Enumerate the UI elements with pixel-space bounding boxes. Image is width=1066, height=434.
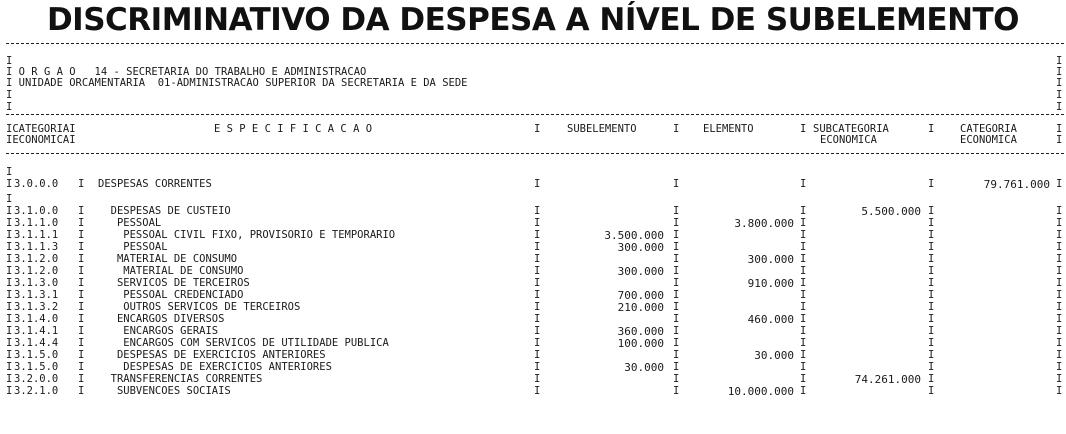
row-sep: I xyxy=(534,313,541,325)
row-code: 3.1.2.0 xyxy=(14,253,59,265)
row-marker: I xyxy=(6,193,13,205)
row-description: DESPESAS CORRENTES xyxy=(98,178,212,190)
row-description: OUTROS SERVICOS DE TERCEIROS xyxy=(98,301,301,313)
row-marker: I xyxy=(6,166,13,178)
row-sep: I xyxy=(534,265,541,277)
row-marker: I xyxy=(6,265,13,277)
row-marker: I xyxy=(6,385,13,397)
header-sep: I xyxy=(534,123,541,135)
row-sep: I xyxy=(78,289,85,301)
row-description: SERVICOS DE TERCEIROS xyxy=(98,277,250,289)
row-subelemento: 100.000 xyxy=(617,337,664,350)
row-sep: I xyxy=(928,178,935,190)
edge-marker: I xyxy=(1056,89,1063,101)
orgao-line: I O R G A O 14 - SECRETARIA DO TRABALHO E ADMINISTRACAO xyxy=(6,66,367,78)
row-sep: I xyxy=(928,277,935,289)
divider xyxy=(6,43,1064,44)
header-subcategoria-1: SUBCATEGORIA xyxy=(813,123,889,135)
row-marker: I xyxy=(6,253,13,265)
edge-marker: I xyxy=(1056,55,1063,67)
row-sep: I xyxy=(928,301,935,313)
row-sep: I xyxy=(78,205,85,217)
row-sep: I xyxy=(534,349,541,361)
divider xyxy=(6,114,1064,115)
row-sep: I xyxy=(928,241,935,253)
row-sep: I xyxy=(78,229,85,241)
row-marker: I xyxy=(6,241,13,253)
row-elemento: 910.000 xyxy=(747,277,794,290)
row-sep: I xyxy=(78,313,85,325)
row-code: 3.1.4.4 xyxy=(14,337,59,349)
row-marker-right: I xyxy=(1056,373,1063,385)
row-code: 3.2.0.0 xyxy=(14,373,59,385)
row-sep: I xyxy=(673,178,680,190)
row-sep: I xyxy=(800,205,807,217)
row-sep: I xyxy=(534,325,541,337)
row-sep: I xyxy=(534,229,541,241)
row-subcategoria: 74.261.000 xyxy=(854,373,921,386)
header-categoria-1: CATEGORIA xyxy=(960,123,1017,135)
row-sep: I xyxy=(78,337,85,349)
row-description: DESPESAS DE CUSTEIO xyxy=(98,205,231,217)
row-description: PESSOAL xyxy=(98,217,162,229)
row-description: TRANSFERENCIAS CORRENTES xyxy=(98,373,263,385)
row-sep: I xyxy=(800,373,807,385)
row-sep: I xyxy=(78,241,85,253)
row-marker: I xyxy=(6,337,13,349)
row-sep: I xyxy=(800,241,807,253)
header-categoria-economica-left-2: IECONOMICAI xyxy=(6,134,76,146)
row-sep: I xyxy=(928,253,935,265)
header-especificacao: E S P E C I F I C A C A O xyxy=(214,123,373,135)
row-sep: I xyxy=(673,265,680,277)
row-sep: I xyxy=(800,361,807,373)
row-sep: I xyxy=(673,313,680,325)
row-sep: I xyxy=(928,349,935,361)
row-subelemento: 3.500.000 xyxy=(604,229,664,242)
row-marker: I xyxy=(6,313,13,325)
row-sep: I xyxy=(928,373,935,385)
row-description: DESPESAS DE EXERCICIOS ANTERIORES xyxy=(98,361,332,373)
row-sep: I xyxy=(534,217,541,229)
unidade-line: I UNIDADE ORCAMENTARIA 01-ADMINISTRACAO SUPERIOR DA SECRETARIA E DA SEDE xyxy=(6,77,468,89)
row-code: 3.1.2.0 xyxy=(14,265,59,277)
row-marker-right: I xyxy=(1056,229,1063,241)
row-sep: I xyxy=(673,229,680,241)
row-marker-right: I xyxy=(1056,325,1063,337)
row-marker: I xyxy=(6,229,13,241)
row-sep: I xyxy=(800,385,807,397)
row-sep: I xyxy=(800,313,807,325)
row-sep: I xyxy=(534,241,541,253)
header-subelemento: SUBELEMENTO xyxy=(567,123,637,135)
header-sep: I xyxy=(673,123,680,135)
row-marker-right: I xyxy=(1056,178,1063,190)
row-sep: I xyxy=(673,349,680,361)
row-code: 3.1.3.2 xyxy=(14,301,59,313)
row-subcategoria: 5.500.000 xyxy=(861,205,921,218)
row-sep: I xyxy=(928,217,935,229)
row-marker: I xyxy=(6,217,13,229)
row-sep: I xyxy=(673,277,680,289)
row-sep: I xyxy=(673,361,680,373)
row-sep: I xyxy=(673,289,680,301)
row-marker: I xyxy=(6,301,13,313)
row-marker: I xyxy=(6,178,13,190)
edge-marker: I xyxy=(1056,134,1063,146)
row-code: 3.1.5.0 xyxy=(14,361,59,373)
row-code: 3.1.4.0 xyxy=(14,313,59,325)
row-marker: I xyxy=(6,205,13,217)
row-sep: I xyxy=(800,217,807,229)
row-marker: I xyxy=(6,325,13,337)
row-sep: I xyxy=(78,325,85,337)
row-description: ENCARGOS DIVERSOS xyxy=(98,313,225,325)
row-subelemento: 700.000 xyxy=(617,289,664,302)
row-marker-right: I xyxy=(1056,205,1063,217)
row-sep: I xyxy=(800,253,807,265)
row-description: DESPESAS DE EXERCICIOS ANTERIORES xyxy=(98,349,326,361)
edge-marker: I xyxy=(6,101,13,113)
row-sep: I xyxy=(673,217,680,229)
edge-marker: I xyxy=(1056,101,1063,113)
row-description: SUBVENCOES SOCIAIS xyxy=(98,385,231,397)
row-sep: I xyxy=(78,178,85,190)
row-description: PESSOAL xyxy=(98,241,168,253)
header-sep: I xyxy=(928,123,935,135)
row-sep: I xyxy=(673,241,680,253)
row-sep: I xyxy=(534,385,541,397)
edge-marker: I xyxy=(6,89,13,101)
row-sep: I xyxy=(534,277,541,289)
row-subelemento: 30.000 xyxy=(624,361,664,374)
header-subcategoria-2: ECONOMICA xyxy=(820,134,877,146)
row-sep: I xyxy=(800,265,807,277)
divider xyxy=(6,153,1064,154)
row-marker-right: I xyxy=(1056,313,1063,325)
row-sep: I xyxy=(534,253,541,265)
row-description: PESSOAL CREDENCIADO xyxy=(98,289,244,301)
row-description: ENCARGOS COM SERVICOS DE UTILIDADE PUBLICA xyxy=(98,337,389,349)
row-sep: I xyxy=(928,325,935,337)
row-sep: I xyxy=(534,205,541,217)
row-code: 3.1.1.1 xyxy=(14,229,59,241)
row-sep: I xyxy=(534,289,541,301)
row-sep: I xyxy=(800,325,807,337)
row-sep: I xyxy=(928,265,935,277)
row-sep: I xyxy=(928,361,935,373)
row-marker-right: I xyxy=(1056,265,1063,277)
row-sep: I xyxy=(78,361,85,373)
row-elemento: 300.000 xyxy=(747,253,794,266)
row-sep: I xyxy=(534,373,541,385)
row-sep: I xyxy=(534,337,541,349)
row-sep: I xyxy=(673,301,680,313)
row-sep: I xyxy=(800,277,807,289)
row-sep: I xyxy=(78,217,85,229)
edge-marker: I xyxy=(1056,66,1063,78)
row-sep: I xyxy=(534,301,541,313)
row-elemento: 30.000 xyxy=(754,349,794,362)
row-sep: I xyxy=(928,229,935,241)
row-subelemento: 210.000 xyxy=(617,301,664,314)
row-marker: I xyxy=(6,289,13,301)
row-sep: I xyxy=(673,385,680,397)
row-marker: I xyxy=(6,277,13,289)
row-code: 3.1.0.0 xyxy=(14,205,59,217)
row-description: ENCARGOS GERAIS xyxy=(98,325,219,337)
row-sep: I xyxy=(78,301,85,313)
header-sep: I xyxy=(800,123,807,135)
row-sep: I xyxy=(800,301,807,313)
row-code: 3.1.5.0 xyxy=(14,349,59,361)
row-elemento: 10.000.000 xyxy=(727,385,794,398)
orgao-text: O R G A O 14 - SECRETARIA DO TRABALHO E ADMINISTRACAO xyxy=(18,66,367,78)
row-code: 3.2.1.0 xyxy=(14,385,59,397)
row-description: MATERIAL DE CONSUMO xyxy=(98,253,238,265)
row-sep: I xyxy=(800,337,807,349)
row-sep: I xyxy=(673,325,680,337)
row-description: PESSOAL CIVIL FIXO, PROVISORIO E TEMPORARIO xyxy=(98,229,396,241)
row-marker: I xyxy=(6,349,13,361)
row-marker-right: I xyxy=(1056,241,1063,253)
row-sep: I xyxy=(800,349,807,361)
row-sep: I xyxy=(78,253,85,265)
row-sep: I xyxy=(534,361,541,373)
row-elemento: 460.000 xyxy=(747,313,794,326)
row-sep: I xyxy=(673,337,680,349)
row-marker-right: I xyxy=(1056,277,1063,289)
row-code: 3.1.1.0 xyxy=(14,217,59,229)
row-code: 3.1.4.1 xyxy=(14,325,59,337)
row-code: 3.1.3.1 xyxy=(14,289,59,301)
edge-marker: I xyxy=(1056,77,1063,89)
row-sep: I xyxy=(928,289,935,301)
row-subelemento: 300.000 xyxy=(617,241,664,254)
row-sep: I xyxy=(78,277,85,289)
row-marker: I xyxy=(6,373,13,385)
header-categoria-economica-left: ICATEGORIAI xyxy=(6,123,76,135)
row-marker-right: I xyxy=(1056,337,1063,349)
row-description: MATERIAL DE CONSUMO xyxy=(98,265,244,277)
row-sep: I xyxy=(928,313,935,325)
row-sep: I xyxy=(673,253,680,265)
row-categoria: 79.761.000 xyxy=(983,178,1050,191)
row-sep: I xyxy=(534,178,541,190)
row-marker-right: I xyxy=(1056,361,1063,373)
row-sep: I xyxy=(78,373,85,385)
row-sep: I xyxy=(928,205,935,217)
row-marker-right: I xyxy=(1056,349,1063,361)
row-sep: I xyxy=(800,289,807,301)
row-marker-right: I xyxy=(1056,385,1063,397)
header-categoria-2: ECONOMICA xyxy=(960,134,1017,146)
row-subelemento: 300.000 xyxy=(617,265,664,278)
row-code: 3.0.0.0 xyxy=(14,178,59,190)
row-sep: I xyxy=(928,337,935,349)
row-elemento: 3.800.000 xyxy=(734,217,794,230)
row-sep: I xyxy=(800,178,807,190)
header-elemento: ELEMENTO xyxy=(703,123,754,135)
row-marker: I xyxy=(6,361,13,373)
row-sep: I xyxy=(78,265,85,277)
edge-marker: I xyxy=(1056,123,1063,135)
edge-marker: I xyxy=(6,55,13,67)
row-marker-right: I xyxy=(1056,301,1063,313)
row-code: 3.1.1.3 xyxy=(14,241,59,253)
row-sep: I xyxy=(78,385,85,397)
row-sep: I xyxy=(800,229,807,241)
page-title: DISCRIMINATIVO DA DESPESA A NÍVEL DE SUBELEMENTO xyxy=(46,2,1020,38)
row-sep: I xyxy=(673,205,680,217)
row-marker-right: I xyxy=(1056,217,1063,229)
row-code: 3.1.3.0 xyxy=(14,277,59,289)
row-marker-right: I xyxy=(1056,289,1063,301)
unidade-text: UNIDADE ORCAMENTARIA 01-ADMINISTRACAO SUPERIOR DA SECRETARIA E DA SEDE xyxy=(18,77,468,89)
row-marker-right: I xyxy=(1056,253,1063,265)
row-subelemento: 360.000 xyxy=(617,325,664,338)
row-sep: I xyxy=(673,373,680,385)
row-sep: I xyxy=(78,349,85,361)
row-sep: I xyxy=(928,385,935,397)
